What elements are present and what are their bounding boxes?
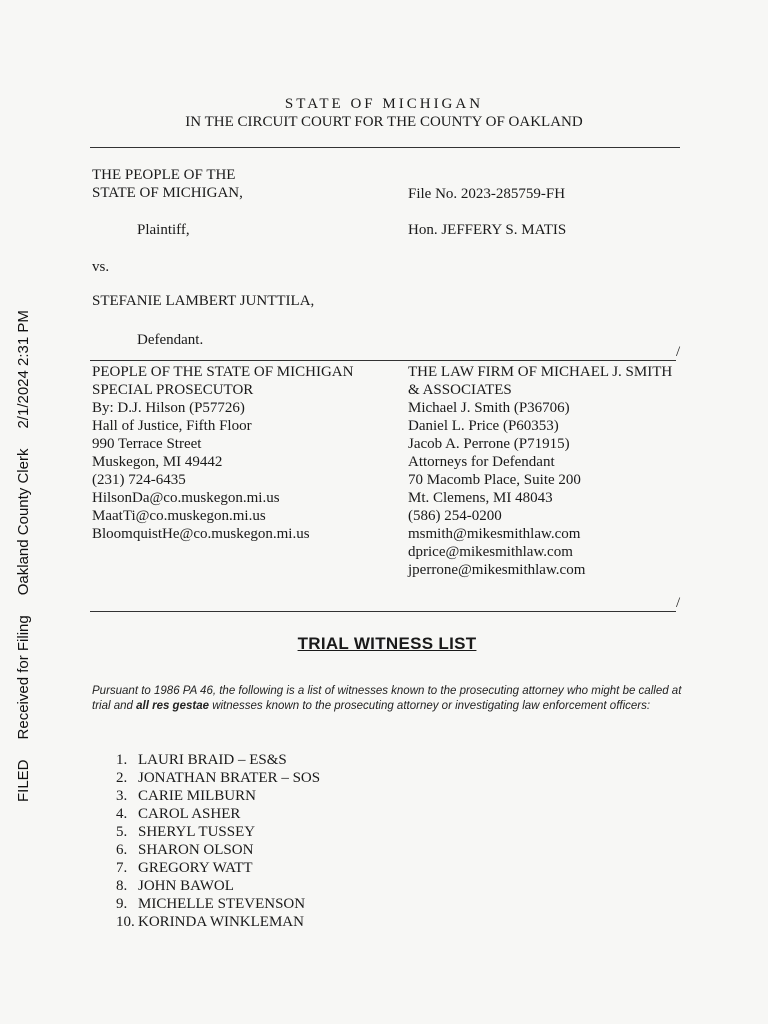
defense-line: Jacob A. Perrone (P71915): [408, 436, 570, 452]
witness-number: 2.: [116, 770, 128, 786]
witness-item: [116, 859, 320, 877]
witness-number: 5.: [116, 824, 128, 840]
witness-name: MICHELLE STEVENSON: [138, 896, 306, 912]
witness-name: GREGORY WATT: [138, 860, 253, 876]
file-number: File No. 2023-285759-FH: [408, 186, 566, 202]
prosecution-line: MaatTi@co.muskegon.mi.us: [92, 508, 266, 524]
plaintiff-name: THE PEOPLE OF THE STATE OF MICHIGAN,: [92, 167, 243, 201]
preamble-text: Pursuant to 1986 PA 46, the following is a list of witnesses known to the prosecuting attorney who might be called at trial and all res gestae witnesses known to the prosecuting attorney or investigating law enforcement officers:: [92, 685, 682, 712]
witness-name: SHARON OLSON: [138, 842, 254, 858]
witness-list: [116, 751, 320, 931]
prosecution-line: 990 Terrace Street: [92, 436, 202, 452]
witness-item: [116, 787, 320, 805]
versus-label: vs.: [92, 259, 110, 275]
prosecution-line: By: D.J. Hilson (P57726): [92, 400, 245, 416]
prosecution-line: HilsonDa@co.muskegon.mi.us: [92, 490, 280, 506]
witness-item: [116, 877, 320, 895]
defense-line: Attorneys for Defendant: [408, 454, 555, 470]
defense-line: msmith@mikesmithlaw.com: [408, 526, 581, 542]
state-heading: STATE OF MICHIGAN: [284, 96, 484, 112]
received-label: Received for Filing: [14, 615, 32, 740]
witness-name: CARIE MILBURN: [138, 788, 256, 804]
defense-line: 70 Macomb Place, Suite 200: [408, 472, 581, 488]
court-heading: IN THE CIRCUIT COURT FOR THE COUNTY OF OAKLAND: [185, 114, 583, 130]
prosecution-line: PEOPLE OF THE STATE OF MICHIGAN: [92, 364, 354, 380]
witness-name: CAROL ASHER: [138, 806, 241, 822]
defense-line: Mt. Clemens, MI 48043: [408, 490, 553, 506]
witness-number: 8.: [116, 878, 128, 894]
filing-stamp: [12, 222, 34, 802]
prosecution-line: Hall of Justice, Fifth Floor: [92, 418, 252, 434]
clerk-label: Oakland County Clerk: [14, 448, 32, 596]
witness-name: LAURI BRAID – ES&S: [138, 752, 287, 768]
document-title: TRIAL WITNESS LIST: [297, 634, 477, 653]
defense-line: Daniel L. Price (P60353): [408, 418, 559, 434]
witness-item: [116, 751, 320, 769]
judge-name: Hon. JEFFERY S. MATIS: [408, 222, 567, 238]
witness-item: [116, 769, 320, 787]
witness-number: 6.: [116, 842, 128, 858]
filing-timestamp: 2/1/2024 2:31 PM: [14, 310, 32, 429]
defense-line: jperrone@mikesmithlaw.com: [408, 562, 586, 578]
header-rule: [90, 147, 680, 148]
defense-line: (586) 254-0200: [408, 508, 502, 524]
prosecution-line: SPECIAL PROSECUTOR: [92, 382, 254, 398]
res-gestae-emphasis: all res gestae: [136, 700, 209, 712]
witness-item: [116, 913, 320, 931]
witness-number: 1.: [116, 752, 128, 768]
witness-item: [116, 895, 320, 913]
caption-rule: [90, 360, 676, 361]
witness-name: KORINDA WINKLEMAN: [138, 914, 304, 930]
prosecution-line: BloomquistHe@co.muskegon.mi.us: [92, 526, 310, 542]
defendant-name: STEFANIE LAMBERT JUNTTILA,: [92, 293, 315, 309]
counsel-rule: [90, 611, 676, 612]
defendant-role: Defendant.: [137, 332, 204, 348]
prosecution-line: Muskegon, MI 49442: [92, 454, 223, 470]
rule-end-mark-2: /: [676, 595, 681, 611]
witness-number: 3.: [116, 788, 128, 804]
defense-line: dprice@mikesmithlaw.com: [408, 544, 573, 560]
witness-name: SHERYL TUSSEY: [138, 824, 256, 840]
prosecution-counsel-block: [92, 363, 353, 543]
filed-label: FILED: [14, 759, 32, 802]
witness-number: 7.: [116, 860, 128, 876]
witness-item: [116, 841, 320, 859]
defense-line: THE LAW FIRM OF MICHAEL J. SMITH: [408, 364, 673, 380]
rule-end-mark: /: [676, 344, 681, 360]
witness-item: [116, 823, 320, 841]
witness-number: 10.: [116, 914, 135, 930]
witness-item: [116, 805, 320, 823]
witness-name: JONATHAN BRATER – SOS: [138, 770, 321, 786]
witness-name: JOHN BAWOL: [138, 878, 234, 894]
witness-number: 9.: [116, 896, 128, 912]
defense-line: Michael J. Smith (P36706): [408, 400, 570, 416]
prosecution-line: (231) 724-6435: [92, 472, 186, 488]
witness-number: 4.: [116, 806, 128, 822]
defense-counsel-block: [408, 363, 672, 579]
plaintiff-role: Plaintiff,: [137, 222, 190, 238]
defense-line: & ASSOCIATES: [408, 382, 512, 398]
